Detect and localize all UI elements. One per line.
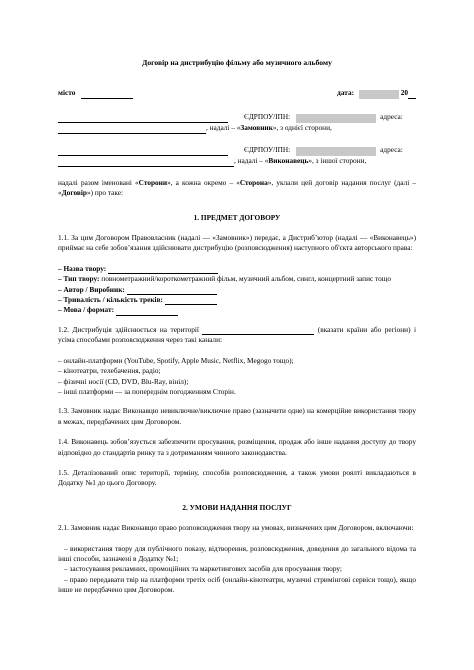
customer-name-blank[interactable] <box>58 114 228 123</box>
executor-suffix-post: », з іншої сторони, <box>308 156 367 166</box>
executor-edrpou-blank[interactable] <box>296 147 376 156</box>
clause-2-1: 2.1. Замовник надає Виконавцю право розповсюдження твору на умовах, визначених цим Договором, включаючи: <box>58 523 414 533</box>
channel-item: – інші платформи — за попереднім погодженням Сторін. <box>58 386 236 396</box>
rights-item: – право передавати твір на платформи третіх осіб (онлайн-кінотеатри, музичні стримінгові сервіси тощо), якщо інше не передбачено цим Договором. <box>58 574 416 595</box>
customer-address-label: адреса: <box>380 112 403 122</box>
executor-block <box>58 145 416 167</box>
executor-address-label: адреса: <box>380 145 403 155</box>
date-label: дата: <box>337 88 355 98</box>
executor-edrpou-label: ЄДРПОУ/ІПН: <box>244 145 291 155</box>
channel-item: – кінотеатри, телебачення, радіо; <box>58 366 161 376</box>
city-date-row <box>58 88 416 98</box>
channels-list <box>58 356 416 398</box>
work-type-label: – Тип твору: <box>58 274 100 284</box>
duration-blank[interactable] <box>165 296 217 305</box>
rights-item: – застосування рекламних, промоційних та маркетингових засобів для просування твору; <box>64 564 342 574</box>
clause-1-5: 1.5. Деталізований опис території, терміну, способів розповсюдження, а також умови роялті викладаються в Додатку №1 до цього Договору. <box>58 467 416 488</box>
duration-label: – Триваліcть / кількість треків: <box>58 295 163 305</box>
executor-role: Виконавець <box>268 156 309 166</box>
intro-paragraph: надалі разом іменовані «Сторони», а кожна окремо – «Сторона», уклали цей договір надання послуг (далі – «Договір») про таке: <box>58 177 417 198</box>
work-name-blank[interactable] <box>108 265 218 274</box>
clause-1-4: 1.4. Виконавець зобов’язується забезпечити просування, розміщення, продаж або інше надання доступу до твору відповідно до стандартів ринку та з дотриманням чинного законодавства. <box>58 437 416 457</box>
city-field <box>58 88 133 98</box>
channel-item: – онлайн-платформи (YouTube, Spotify, Apple Music, Netflix, Megogo тощо); <box>58 355 294 365</box>
author-label: – Автор / Виробник: <box>58 284 125 294</box>
clause-1-2: 1.2. Дистрибуція здійснюється на території (вказати країни або регіони) і усіма способами розповсюдження через такі канали: <box>58 324 416 345</box>
lang-label: – Мова / формат: <box>58 305 115 315</box>
year-prefix: 20 <box>400 88 408 98</box>
clause-1-1: 1.1. За цим Договором Правовласник (надалі — «Замовник») передає, а Дистриб’ютор (надалі — «Виконавець») приймає на себе зобов’язання здійснювати дистрибуцію (розповсюдження) наступного об'єкта авторського права: <box>58 233 416 253</box>
work-name-label: – Назва твору: <box>58 263 107 273</box>
executor-name-blank[interactable] <box>58 147 228 156</box>
customer-suffix-post: », з однієї сторони, <box>272 123 332 133</box>
territory-blank[interactable] <box>202 326 314 335</box>
author-blank[interactable] <box>127 286 217 295</box>
clause-1-3: 1.3. Замовник надає Виконавцю невиключне/виключне право (зазначити одне) на комерційне використання твору в межах, передбачених цим Договором. <box>58 406 416 426</box>
customer-edrpou-blank[interactable] <box>296 114 376 123</box>
executor-suffix-pre: , надалі – « <box>234 156 269 166</box>
customer-edrpou-label: ЄДРПОУ/ІПН: <box>244 112 291 122</box>
document-title: Договір на дистрибуцію фільму або музичного альбому <box>142 58 332 67</box>
year-blank[interactable] <box>408 90 416 99</box>
rights-item: – використання твору для публічного показу, відтворення, розповсюдження, доведення до загального відома та інші способи, зазначені в Додатку №1; <box>58 543 416 563</box>
work-type-value: повнометражний/короткометражний фільм, музичний альбом, сингл, концертний запис тощо <box>99 274 392 284</box>
lang-blank[interactable] <box>116 307 178 316</box>
customer-suffix-pre: , надалі – « <box>206 123 241 133</box>
customer-block <box>58 112 416 134</box>
date-field <box>337 88 416 98</box>
section1-heading: 1. ПРЕДМЕТ ДОГОВОРУ <box>193 212 281 222</box>
city-label: місто <box>58 88 76 98</box>
customer-address-blank[interactable] <box>58 125 206 134</box>
executor-address-blank[interactable] <box>58 158 234 167</box>
customer-role: Замовник <box>240 123 273 133</box>
channel-item: – фізичні носії (CD, DVD, Blu-Ray, вініл); <box>58 376 189 386</box>
section2-heading: 2. УМОВИ НАДАННЯ ПОСЛУГ <box>182 502 292 512</box>
date-blank[interactable] <box>359 90 399 99</box>
rights-list <box>58 544 416 596</box>
work-details <box>58 264 416 316</box>
city-blank[interactable] <box>81 90 133 99</box>
